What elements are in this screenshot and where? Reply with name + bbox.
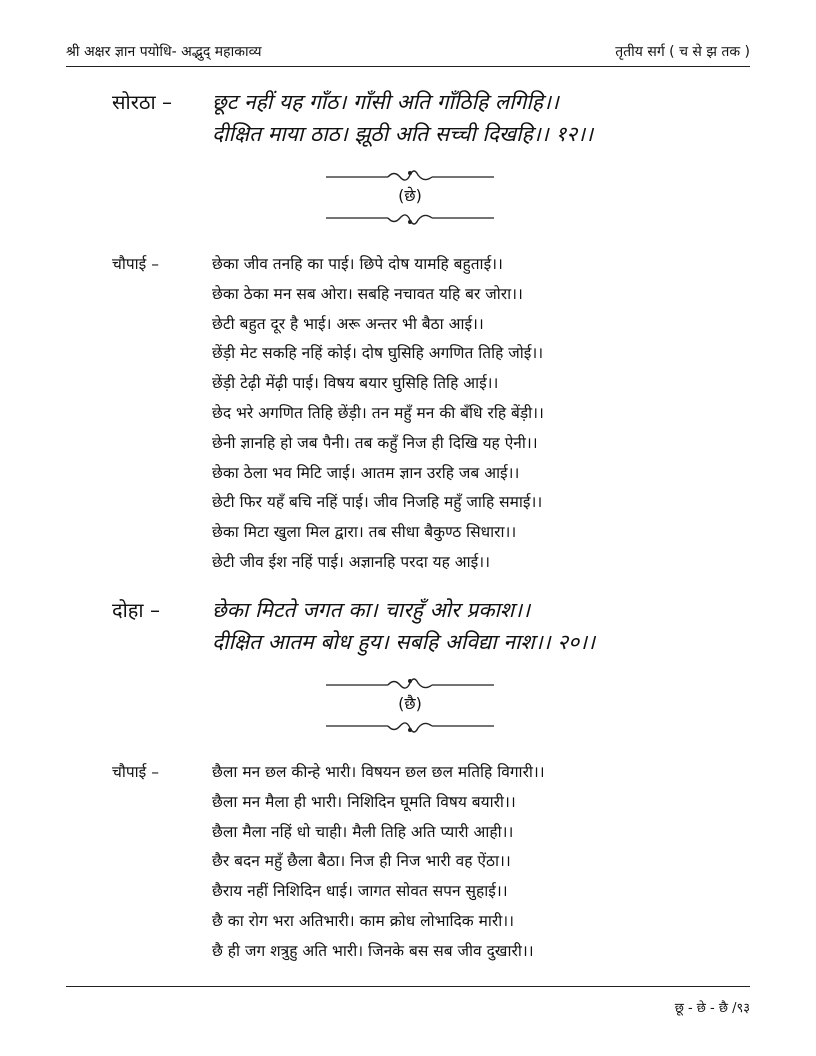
verse-line: छेका ठेका मन सब ओरा। सबहि नचावत यहि बर जोरा।। bbox=[212, 284, 523, 303]
verse-line: छै का रोग भरा अतिभारी। काम क्रोध लोभादिक मारी।। bbox=[212, 911, 514, 930]
verse-label: सोरठा – bbox=[112, 90, 173, 114]
verse-line: छेंड़ी टेढ़ी मेंढ़ी पाई। विषय बयार घुसिहि तिहि आई।। bbox=[212, 374, 499, 393]
heading-text: (छे) bbox=[398, 186, 422, 205]
verse-line: छेका ठेला भव मिटि जाई। आतम ज्ञान उरहि जब आई।। bbox=[212, 463, 520, 482]
verse-label: चौपाई – bbox=[112, 763, 159, 781]
header-rule bbox=[66, 66, 750, 67]
verse-label: दोहा – bbox=[112, 598, 160, 622]
verse-line: छेका मिटा खुला मिल द्वारा। तब सीधा बैकुण्ठ सिधारा।। bbox=[212, 523, 517, 542]
verse-line: छैराय नहीं निशिदिन धाई। जागत सोवत सपन सुहाई।। bbox=[212, 882, 508, 901]
verse-line: छैला मन छल कीन्हे भारी। विषयन छल छल मतिहि विगारी।। bbox=[212, 763, 545, 781]
verse-line: दीक्षित माया ठाठ। झूठी अति सच्ची दिखहि।। १२।। bbox=[212, 122, 594, 146]
verse-line: छेटी जीव ईश नहिं पाई। अज्ञानहि परदा यह आई।। bbox=[212, 552, 490, 571]
verse-line: छैला मैला नहिं धो चाही। मैली तिहि अति प्यारी आही।। bbox=[212, 822, 514, 841]
verse-lines bbox=[212, 86, 593, 150]
verse-line: छै ही जग शत्रुहु अति भारी। जिनके बस सब जीव दुखारी।। bbox=[212, 941, 534, 960]
verse-line: छेंड़ी मेट सकहि नहिं कोई। दोष घुसिहि अगणित तिहि जोई।। bbox=[212, 344, 544, 363]
verse-line: छैला मन मैला ही भारी। निशिदिन घूमति विषय बयारी।। bbox=[212, 792, 516, 811]
verse-line: दीक्षित आतम बोध हुय। सबहि अविद्या नाश।। २०।। bbox=[212, 630, 596, 654]
heading-text: (छै) bbox=[398, 694, 422, 713]
chapter-title: तृतीय सर्ग ( च से झ तक ) bbox=[615, 44, 750, 60]
book-title: श्री अक्षर ज्ञान पयोधि- अद्भुद् महाकाव्य bbox=[66, 44, 262, 60]
verse-line: छैर बदन महुँ छैला बैठा। निज ही निज भारी वह ऐंठा।। bbox=[212, 852, 511, 871]
section-heading-che bbox=[326, 168, 494, 228]
verse-lines bbox=[212, 250, 544, 578]
verse-line: छेटी फिर यहँ बचि नहिं पाई। जीव निजहि महुँ जाहि समाई।। bbox=[212, 493, 543, 512]
verse-line: छेनी ज्ञानहि हो जब पैनी। तब कहुँ निज ही दिखि यह ऐनी।। bbox=[212, 433, 538, 452]
section-heading-chai bbox=[326, 676, 494, 736]
verse-line: छेद भरे अगणित तिहि छेंड़ी। तन महुँ मन की बँधि रहि बेंड़ी।। bbox=[212, 403, 544, 422]
verse-label: चौपाई – bbox=[112, 255, 159, 273]
verse-line: छूट नहीं यह गाँठ। गाँसी अति गाँठिहि लगिहि।। bbox=[212, 90, 559, 114]
verse-line: छेका मिटते जगत का। चारहुँ ओर प्रकाश।। bbox=[212, 598, 531, 622]
verse-line: छेका जीव तनहि का पाई। छिपे दोष यामहि बहुताई।। bbox=[212, 255, 503, 273]
verse-line: छेटी बहुत दूर है भाई। अरू अन्तर भी बैठा आई।। bbox=[212, 314, 484, 333]
verse-lines bbox=[212, 758, 545, 967]
page-footer: छू - छे - छै /९३ bbox=[674, 1001, 750, 1016]
page-header bbox=[66, 36, 750, 60]
footer-rule bbox=[66, 986, 750, 987]
verse-lines bbox=[212, 594, 595, 658]
